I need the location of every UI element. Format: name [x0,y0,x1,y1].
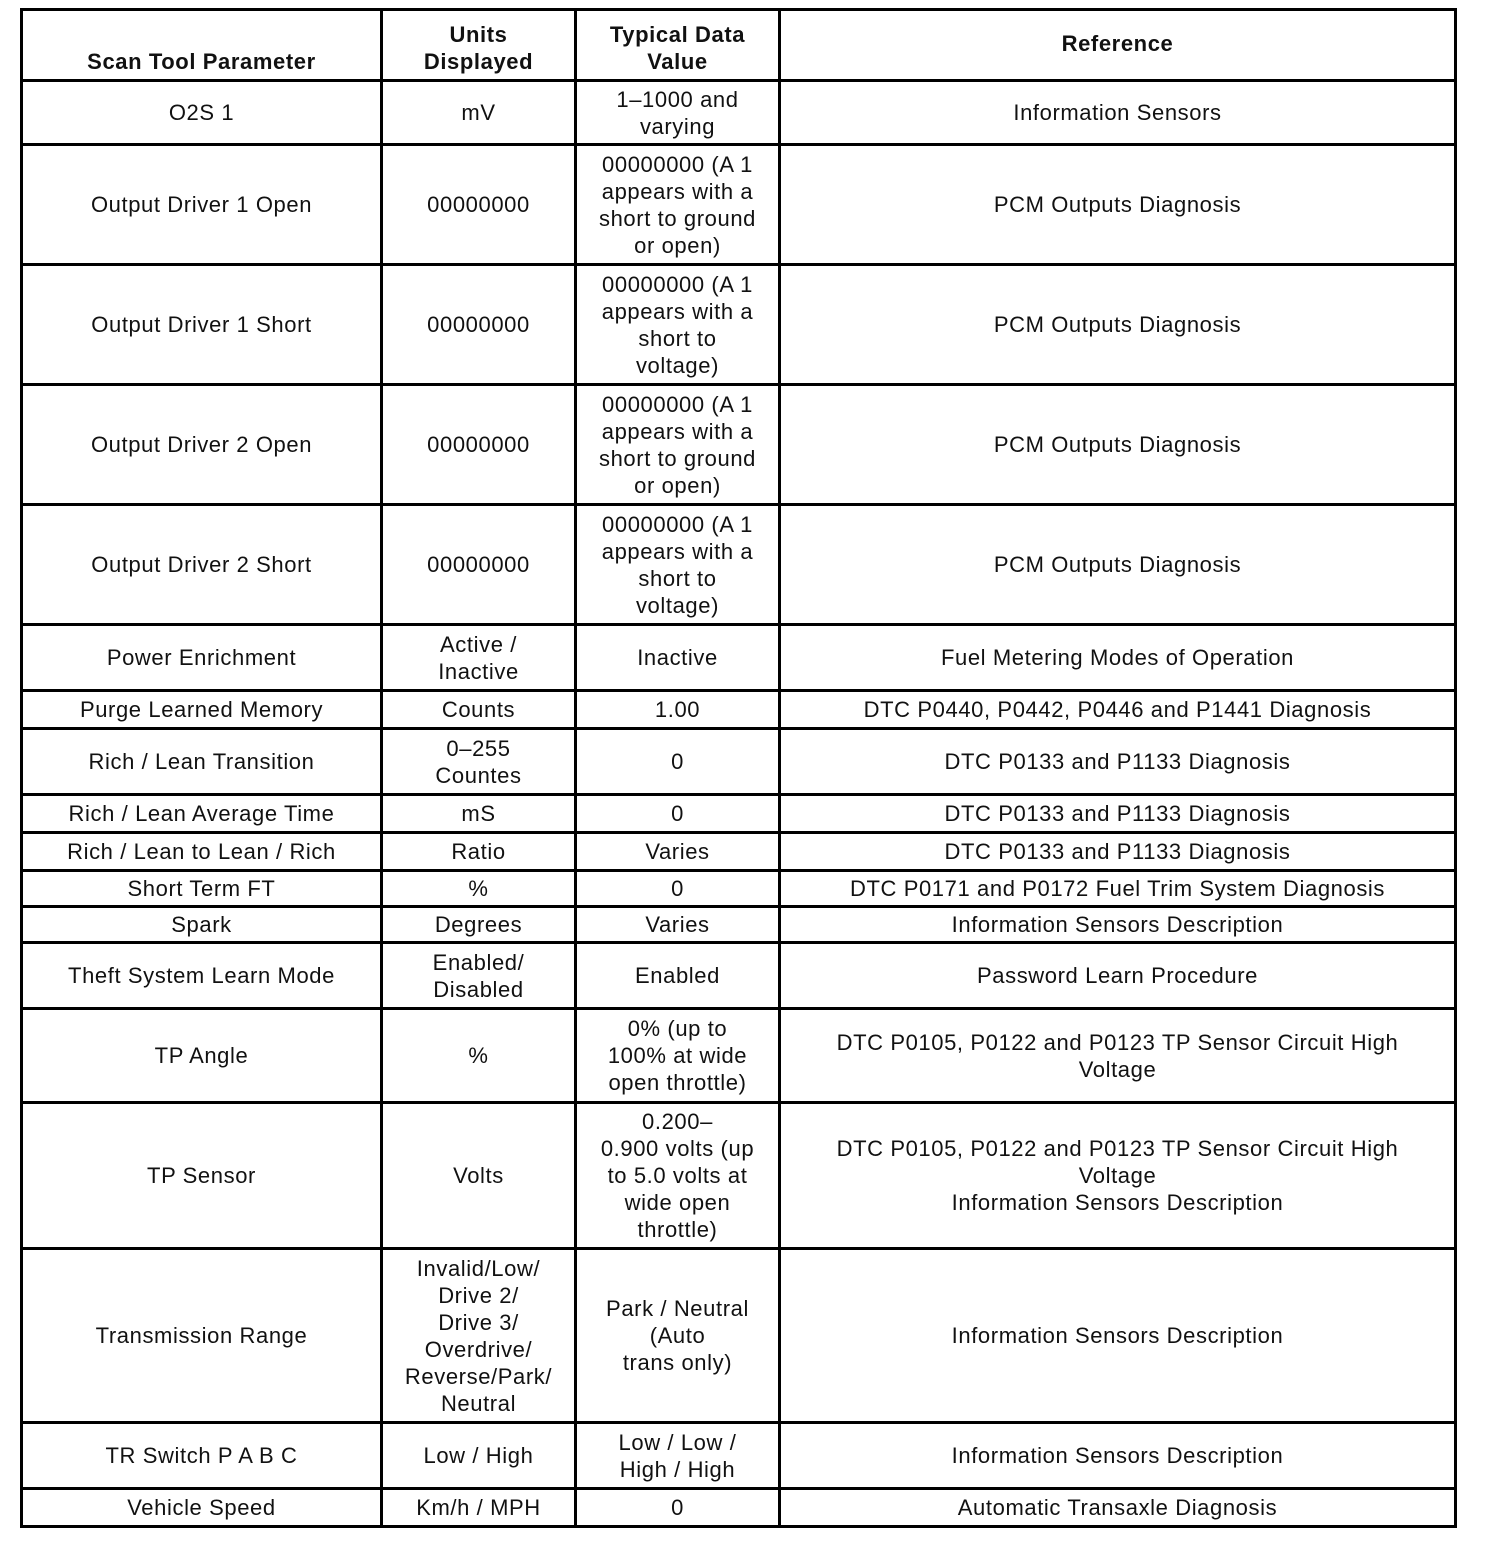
table-body [22,81,1456,1527]
parameter-cell: Rich / Lean to Lean / Rich [22,833,382,871]
typical-value-cell: Park / Neutral (Auto trans only) [576,1249,780,1423]
reference-cell: DTC P0133 and P1133 Diagnosis [780,833,1456,871]
parameter-cell: TP Sensor [22,1103,382,1249]
parameter-cell: TR Switch P A B C [22,1423,382,1489]
table-row [22,1103,1456,1249]
typical-value-cell: 00000000 (A 1 appears with a short to voltage) [576,505,780,625]
typical-value-cell: Enabled [576,943,780,1009]
units-cell: 0–255 Countes [382,729,576,795]
table-row [22,795,1456,833]
table-row [22,1423,1456,1489]
typical-value-cell: 0 [576,1489,780,1527]
reference-cell: Fuel Metering Modes of Operation [780,625,1456,691]
typical-value-cell: 00000000 (A 1 appears with a short to ground or open) [576,145,780,265]
units-cell: 00000000 [382,505,576,625]
parameter-cell: Output Driver 1 Open [22,145,382,265]
typical-value-cell: Varies [576,833,780,871]
scan-tool-data-page [20,8,1457,1528]
units-cell: Low / High [382,1423,576,1489]
table-row [22,265,1456,385]
parameter-cell: Spark [22,907,382,943]
reference-cell: DTC P0105, P0122 and P0123 TP Sensor Circuit High Voltage [780,1009,1456,1103]
reference-cell: PCM Outputs Diagnosis [780,385,1456,505]
reference-cell: Information Sensors [780,81,1456,145]
header-reference: Reference [780,10,1456,81]
units-cell: mS [382,795,576,833]
units-cell: % [382,1009,576,1103]
reference-cell: Password Learn Procedure [780,943,1456,1009]
header-row [22,10,1456,81]
table-row [22,1489,1456,1527]
units-cell: 00000000 [382,145,576,265]
units-cell: Km/h / MPH [382,1489,576,1527]
scan-tool-data-table [20,8,1457,1528]
header-typical-value: Typical Data Value [576,10,780,81]
table-row [22,145,1456,265]
table-row [22,385,1456,505]
typical-value-cell: 0 [576,795,780,833]
reference-cell: Information Sensors Description [780,1423,1456,1489]
typical-value-cell: 0.200– 0.900 volts (up to 5.0 volts at wide open throttle) [576,1103,780,1249]
parameter-cell: Power Enrichment [22,625,382,691]
units-cell: Volts [382,1103,576,1249]
header-units: Units Displayed [382,10,576,81]
table-row [22,625,1456,691]
table-row [22,943,1456,1009]
parameter-cell: Rich / Lean Average Time [22,795,382,833]
reference-cell: Automatic Transaxle Diagnosis [780,1489,1456,1527]
table-row [22,1009,1456,1103]
typical-value-cell: Low / Low / High / High [576,1423,780,1489]
table-row [22,907,1456,943]
units-cell: Active / Inactive [382,625,576,691]
typical-value-cell: Varies [576,907,780,943]
parameter-cell: O2S 1 [22,81,382,145]
units-cell: Enabled/ Disabled [382,943,576,1009]
table-row [22,729,1456,795]
parameter-cell: Vehicle Speed [22,1489,382,1527]
typical-value-cell: 0 [576,871,780,907]
table-row [22,505,1456,625]
table-row [22,691,1456,729]
parameter-cell: TP Angle [22,1009,382,1103]
units-cell: Ratio [382,833,576,871]
reference-cell: PCM Outputs Diagnosis [780,265,1456,385]
parameter-cell: Rich / Lean Transition [22,729,382,795]
units-cell: 00000000 [382,265,576,385]
typical-value-cell: 00000000 (A 1 appears with a short to voltage) [576,265,780,385]
reference-cell: DTC P0440, P0442, P0446 and P1441 Diagnosis [780,691,1456,729]
table-row [22,833,1456,871]
typical-value-cell: 00000000 (A 1 appears with a short to ground or open) [576,385,780,505]
table-row [22,871,1456,907]
units-cell: % [382,871,576,907]
typical-value-cell: 0% (up to 100% at wide open throttle) [576,1009,780,1103]
units-cell: 00000000 [382,385,576,505]
parameter-cell: Output Driver 2 Short [22,505,382,625]
typical-value-cell: 1.00 [576,691,780,729]
parameter-cell: Output Driver 2 Open [22,385,382,505]
units-cell: Invalid/Low/ Drive 2/ Drive 3/ Overdrive/ Reverse/Park/ Neutral [382,1249,576,1423]
parameter-cell: Short Term FT [22,871,382,907]
typical-value-cell: Inactive [576,625,780,691]
reference-cell: PCM Outputs Diagnosis [780,145,1456,265]
parameter-cell: Purge Learned Memory [22,691,382,729]
header-parameter: Scan Tool Parameter [22,10,382,81]
reference-cell: PCM Outputs Diagnosis [780,505,1456,625]
reference-cell: DTC P0171 and P0172 Fuel Trim System Diagnosis [780,871,1456,907]
reference-cell: Information Sensors Description [780,1249,1456,1423]
reference-cell: DTC P0133 and P1133 Diagnosis [780,795,1456,833]
table-row [22,81,1456,145]
table-row [22,1249,1456,1423]
typical-value-cell: 0 [576,729,780,795]
reference-cell: DTC P0133 and P1133 Diagnosis [780,729,1456,795]
parameter-cell: Output Driver 1 Short [22,265,382,385]
reference-cell: Information Sensors Description [780,907,1456,943]
parameter-cell: Transmission Range [22,1249,382,1423]
parameter-cell: Theft System Learn Mode [22,943,382,1009]
units-cell: Counts [382,691,576,729]
units-cell: mV [382,81,576,145]
typical-value-cell: 1–1000 and varying [576,81,780,145]
units-cell: Degrees [382,907,576,943]
reference-cell: DTC P0105, P0122 and P0123 TP Sensor Circuit High Voltage Information Sensors Description [780,1103,1456,1249]
